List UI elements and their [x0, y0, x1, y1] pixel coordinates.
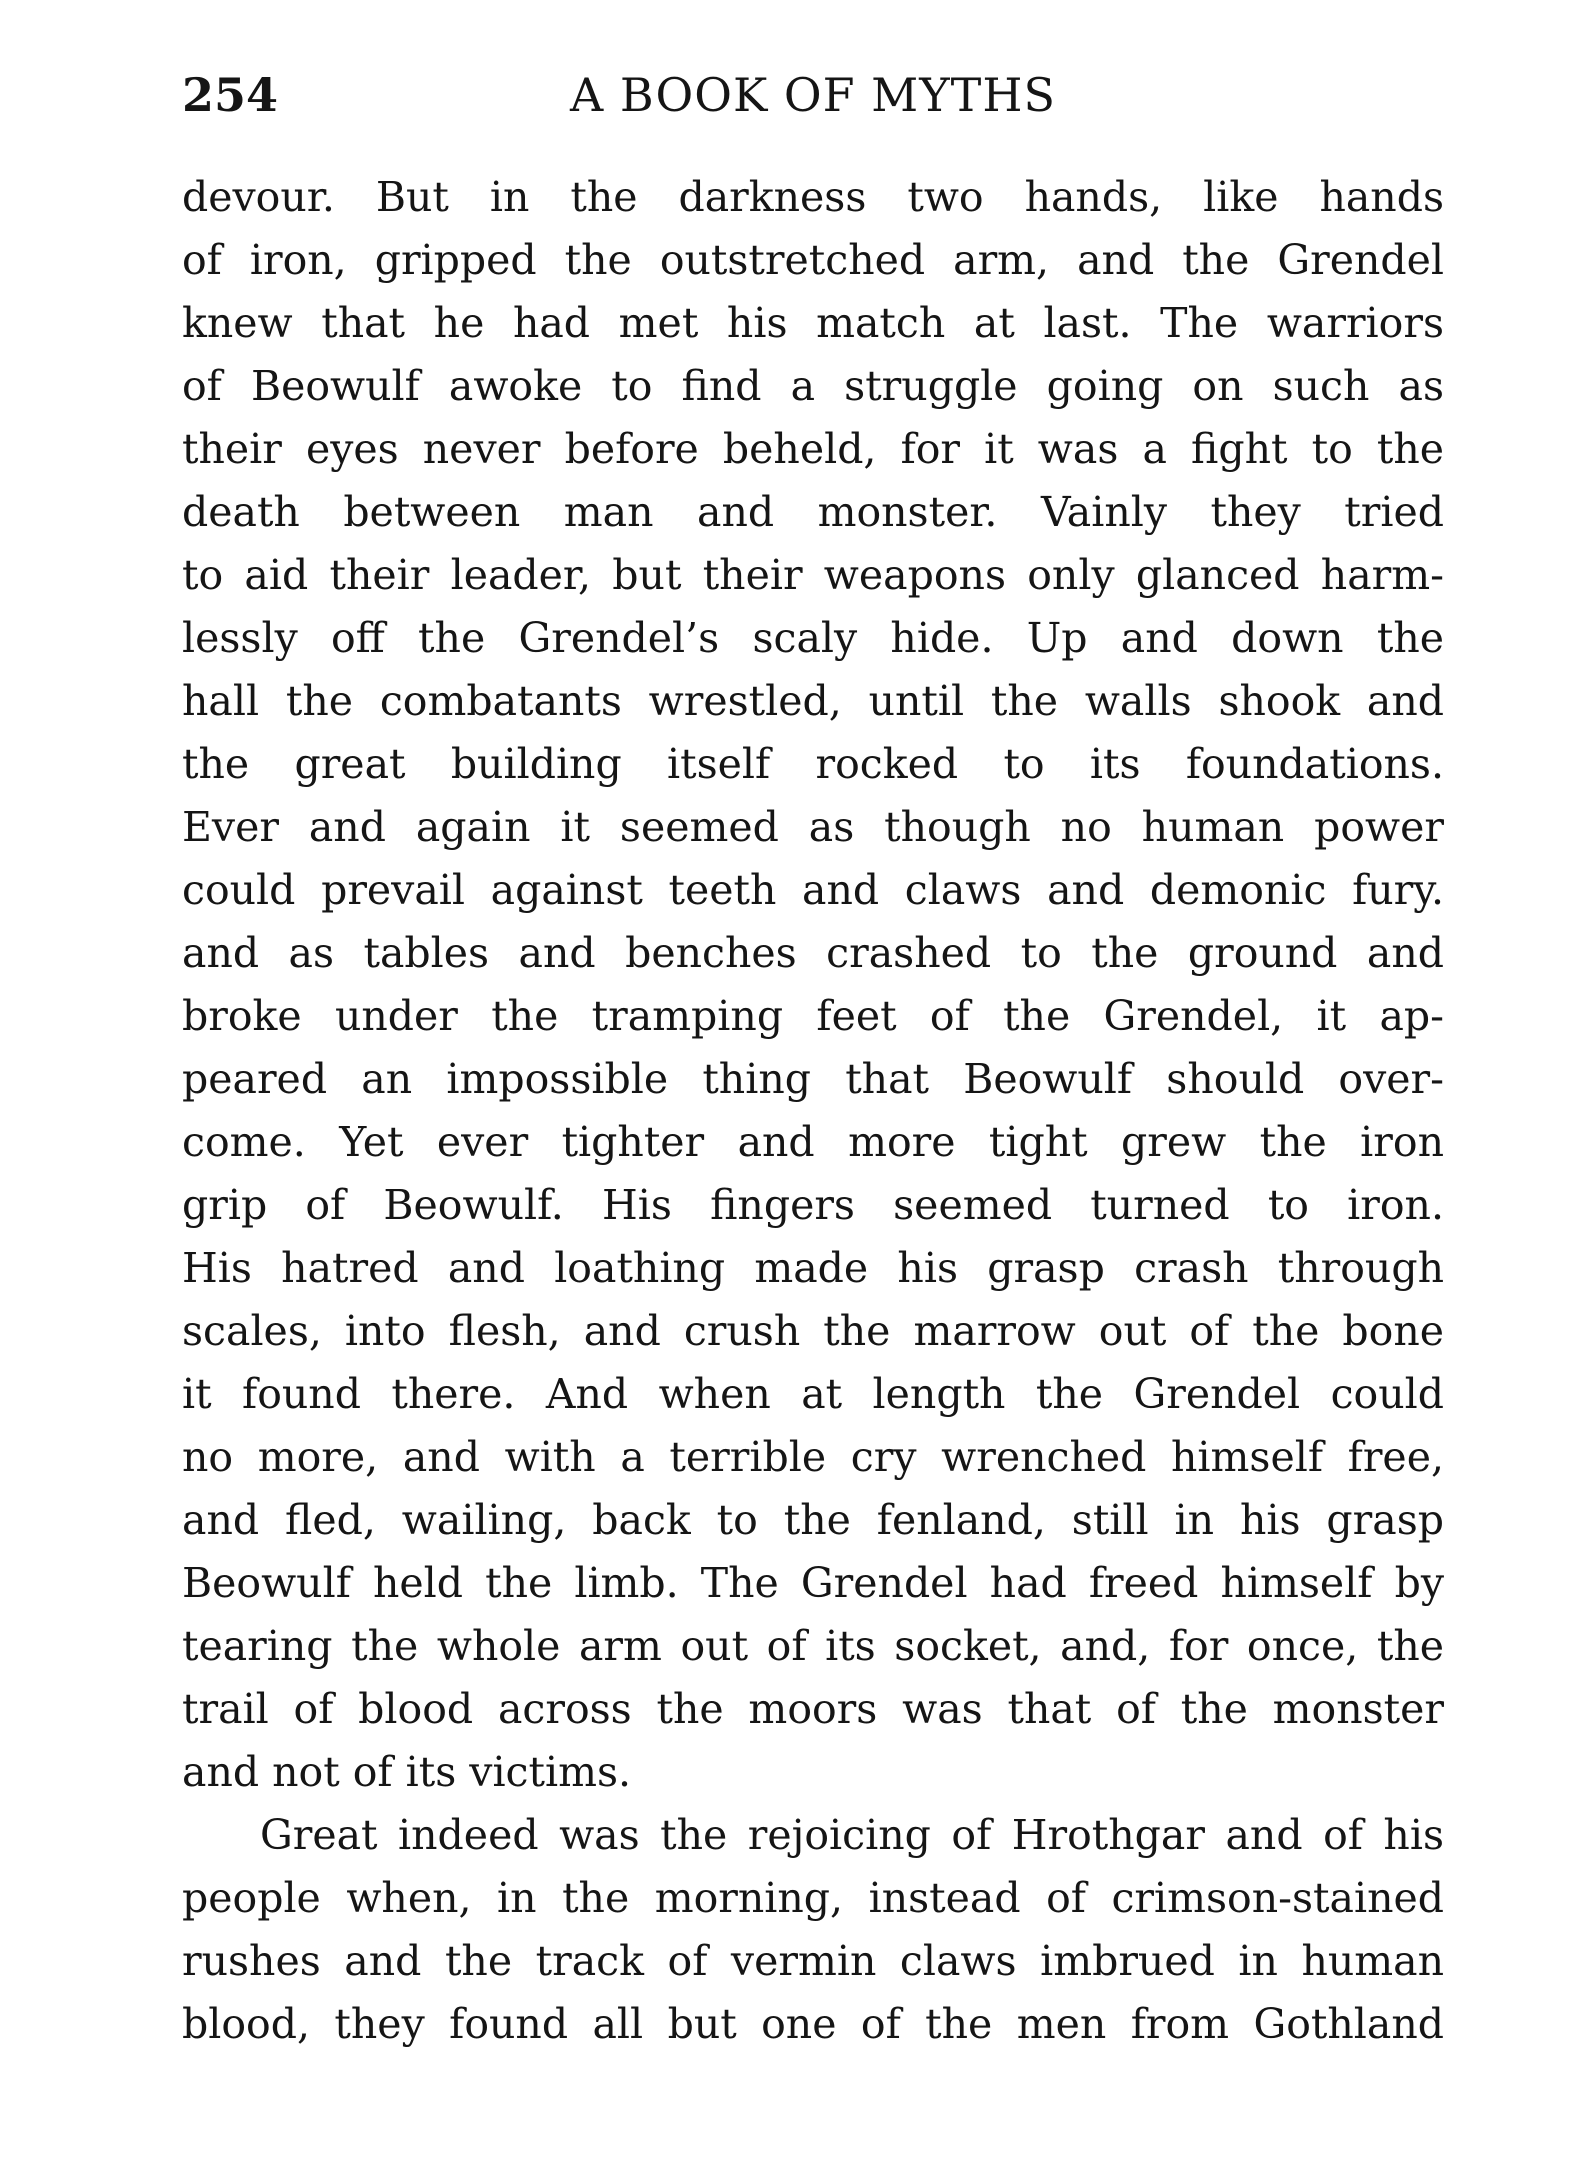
text-line: grip of Beowulf. His fingers seemed turned to iron.	[182, 1181, 1444, 1229]
text-line: no more, and with a terrible cry wrenched himself free,	[182, 1433, 1444, 1481]
text-line: their eyes never before beheld, for it was a fight to the	[182, 425, 1444, 473]
text-line: knew that he had met his match at last. The warriors	[182, 299, 1444, 347]
text-line: devour. But in the darkness two hands, like hands	[182, 173, 1444, 221]
text-line: come. Yet ever tighter and more tight grew the iron	[182, 1118, 1444, 1166]
text-line: broke under the tramping feet of the Grendel, it ap-	[182, 992, 1444, 1040]
text-line: scales, into flesh, and crush the marrow out of the bone	[182, 1307, 1444, 1355]
paragraph-2	[182, 1804, 1444, 2056]
text-line: lessly off the Grendel’s scaly hide. Up and down the	[182, 614, 1444, 662]
text-line: blood, they found all but one of the men from Gothland	[182, 2000, 1444, 2048]
body-text	[182, 166, 1444, 2056]
text-line: and fled, wailing, back to the fenland, still in his grasp	[182, 1496, 1444, 1544]
text-line: hall the combatants wrestled, until the walls shook and	[182, 677, 1444, 725]
text-line: death between man and monster. Vainly they tried	[182, 488, 1444, 536]
text-line: and not of its victims.	[182, 1748, 632, 1796]
text-line: to aid their leader, but their weapons only glanced harm-	[182, 551, 1444, 599]
book-title: A BOOK OF MYTHS	[570, 68, 1056, 122]
text-line: His hatred and loathing made his grasp crash through	[182, 1244, 1444, 1292]
text-line: Great indeed was the rejoicing of Hrothgar and of his	[260, 1811, 1444, 1859]
text-line: trail of blood across the moors was that of the monster	[182, 1685, 1444, 1733]
running-head	[182, 68, 1444, 138]
text-line: of iron, gripped the outstretched arm, and the Grendel	[182, 236, 1444, 284]
paragraph-1	[182, 166, 1444, 1804]
page-number: 254	[182, 68, 279, 122]
text-line: and as tables and benches crashed to the ground and	[182, 929, 1444, 977]
text-line: people when, in the morning, instead of crimson-stained	[182, 1874, 1444, 1922]
text-line: of Beowulf awoke to find a struggle going on such as	[182, 362, 1444, 410]
text-line: tearing the whole arm out of its socket, and, for once, the	[182, 1622, 1444, 1670]
text-line: the great building itself rocked to its foundations.	[182, 740, 1444, 788]
text-line: it found there. And when at length the Grendel could	[182, 1370, 1444, 1418]
text-line: peared an impossible thing that Beowulf should over-	[182, 1055, 1444, 1103]
text-line: Ever and again it seemed as though no human power	[182, 803, 1444, 851]
text-line: Beowulf held the limb. The Grendel had freed himself by	[182, 1559, 1444, 1607]
text-line: rushes and the track of vermin claws imbrued in human	[182, 1937, 1444, 1985]
text-line: could prevail against teeth and claws and demonic fury.	[182, 866, 1444, 914]
